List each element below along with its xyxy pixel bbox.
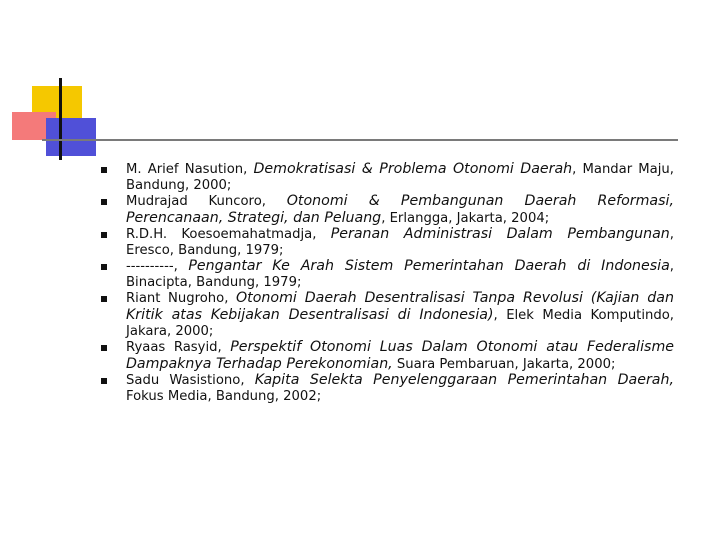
reference-author: Sadu Wasistiono,: [126, 373, 245, 388]
reference-title: Perspektif Otonomi Luas Dalam Otonomi atau Federalisme Dampaknya Terhadap Perekonomian,: [126, 339, 674, 372]
decor-blue-square: [46, 118, 96, 156]
reference-title: Peranan Administrasi Dalam Pembangunan: [330, 226, 670, 242]
reference-title: Demokratisasi & Problema Otonomi Daerah: [253, 161, 573, 177]
reference-item: [96, 290, 674, 340]
reference-publisher: , Eresco, Bandung, 1979;: [126, 227, 674, 258]
reference-author: Riant Nugroho,: [126, 291, 229, 306]
reference-publisher: Suara Pembaruan, Jakarta, 2000;: [392, 357, 616, 372]
reference-item: [96, 339, 674, 373]
reference-item: [96, 258, 674, 291]
reference-publisher: , Erlangga, Jakarta, 2004;: [381, 211, 550, 226]
reference-title: Pengantar Ke Arah Sistem Pemerintahan Daerah di Indonesia: [188, 258, 670, 274]
square-bullet-icon: [101, 264, 107, 270]
reference-author: ----------,: [126, 259, 178, 274]
reference-title: Kapita Selekta Penyelenggaraan Pemerintahan Daerah,: [254, 372, 674, 388]
reference-publisher: Fokus Media, Bandung, 2002;: [126, 389, 322, 404]
reference-item: [96, 372, 674, 405]
reference-title: Otonomi Daerah Desentralisasi Tanpa Revolusi (Kajian dan Kritik atas Kebijakan Desentralisasi di Indonesia): [126, 290, 674, 323]
square-bullet-icon: [101, 345, 107, 351]
reference-author: M. Arief Nasution,: [126, 162, 248, 177]
reference-publisher: , Elek Media Komputindo, Jakara, 2000;: [126, 308, 674, 339]
reference-title: Otonomi & Pembangunan Daerah Reformasi, Perencanaan, Strategi, dan Peluang: [126, 193, 674, 226]
reference-publisher: , Binacipta, Bandung, 1979;: [126, 259, 674, 290]
title-divider-line: [42, 139, 678, 141]
square-bullet-icon: [101, 296, 107, 302]
reference-item: [96, 193, 674, 227]
reference-author: Mudrajad Kuncoro,: [126, 194, 266, 209]
reference-item: [96, 226, 674, 259]
square-bullet-icon: [101, 232, 107, 238]
reference-publisher: , Mandar Maju, Bandung, 2000;: [126, 162, 674, 193]
decor-vertical-line: [59, 78, 62, 160]
square-bullet-icon: [101, 167, 107, 173]
reference-author: Ryaas Rasyid,: [126, 340, 222, 355]
reference-author: R.D.H. Koesoemahatmadja,: [126, 227, 317, 242]
reference-item: [96, 161, 674, 194]
square-bullet-icon: [101, 199, 107, 205]
reference-list: [96, 161, 674, 405]
square-bullet-icon: [101, 378, 107, 384]
